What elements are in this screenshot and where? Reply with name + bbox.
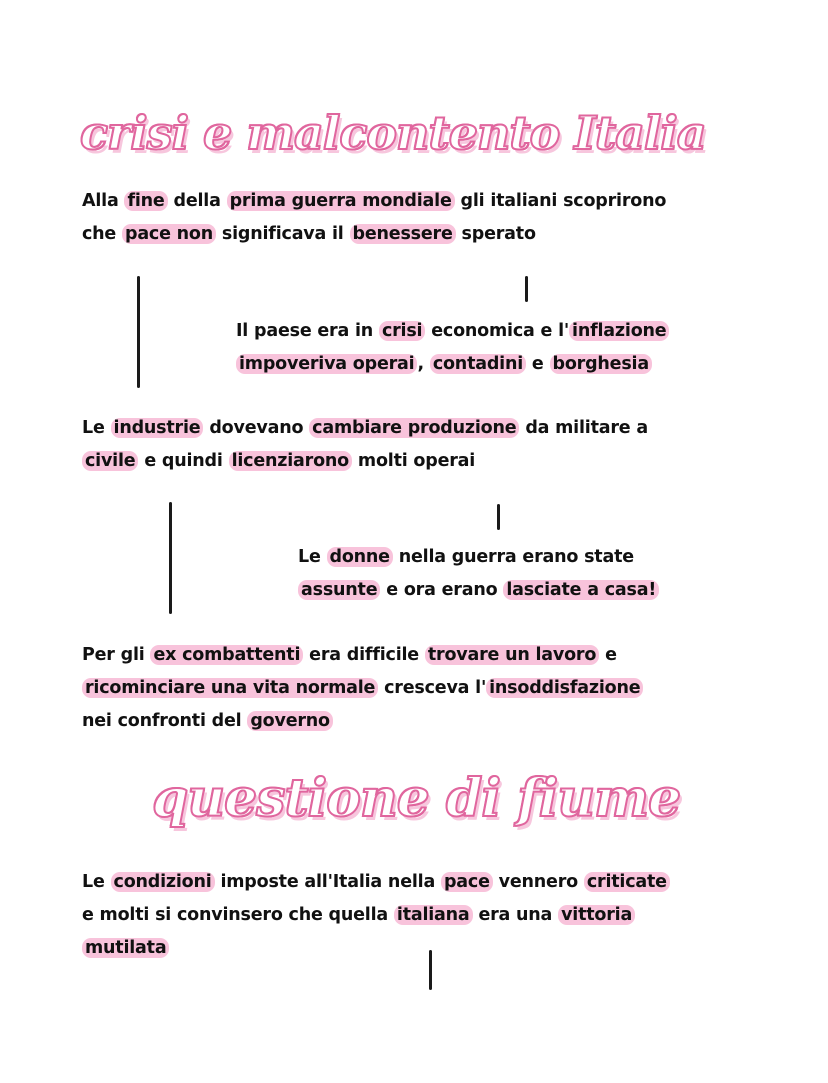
text-segment: da militare a	[519, 418, 648, 438]
text-segment: nei confronti del	[82, 711, 248, 731]
text-line	[82, 705, 643, 738]
highlighted-text: criticate	[584, 872, 670, 892]
paragraph-fine-guerra	[82, 185, 666, 251]
highlighted-text: prima guerra mondiale	[227, 191, 455, 211]
text-line	[82, 412, 648, 445]
text-segment: gli italiani scoprirono	[454, 191, 667, 211]
highlighted-text: vittoria	[558, 905, 635, 925]
connector-line	[429, 950, 432, 990]
highlighted-text: pace non	[122, 224, 216, 244]
text-line	[82, 218, 666, 251]
text-segment: molti operai	[352, 451, 476, 471]
text-segment: e	[599, 645, 617, 665]
text-segment: e ora erano	[380, 580, 504, 600]
text-segment: Le	[298, 547, 327, 567]
text-line	[82, 445, 648, 478]
text-segment: e	[526, 354, 550, 374]
paragraph-industrie	[82, 412, 648, 478]
text-segment: nella guerra erano state	[392, 547, 634, 567]
text-line	[82, 672, 643, 705]
text-segment: vennero	[492, 872, 584, 892]
highlighted-text: civile	[82, 451, 138, 471]
connector-line	[497, 504, 500, 530]
text-line	[298, 574, 659, 607]
text-segment: Le	[82, 418, 111, 438]
text-segment: significava il	[216, 224, 350, 244]
text-line	[82, 866, 670, 899]
text-segment: cresceva l'	[378, 678, 487, 698]
paragraph-donne	[298, 541, 659, 607]
highlighted-text: trovare un lavoro	[425, 645, 599, 665]
highlighted-text: borghesia	[550, 354, 652, 374]
highlighted-text: assunte	[298, 580, 380, 600]
text-line	[236, 315, 669, 348]
highlighted-text: governo	[247, 711, 333, 731]
paragraph-crisi-economica	[236, 315, 669, 381]
highlighted-text: contadini	[430, 354, 526, 374]
highlighted-text: industrie	[111, 418, 204, 438]
text-line	[236, 348, 669, 381]
highlighted-text: ricominciare una vita normale	[82, 678, 378, 698]
text-segment: Alla	[82, 191, 125, 211]
highlighted-text: benessere	[350, 224, 456, 244]
text-segment: dovevano	[203, 418, 310, 438]
highlighted-text: cambiare produzione	[309, 418, 519, 438]
connector-line	[525, 276, 528, 302]
text-segment: che	[82, 224, 122, 244]
connector-line	[169, 502, 172, 614]
text-segment: economica e l'	[425, 321, 570, 341]
text-segment: e molti si convinsero che quella	[82, 905, 394, 925]
paragraph-ex-combattenti	[82, 639, 643, 738]
text-segment: Per gli	[82, 645, 151, 665]
section-title-fiume: questione di fiume	[152, 768, 681, 829]
highlighted-text: crisi	[379, 321, 425, 341]
text-segment: sperato	[455, 224, 536, 244]
text-segment: Il paese era in	[236, 321, 379, 341]
text-segment: Le	[82, 872, 111, 892]
highlighted-text: licenziarono	[229, 451, 352, 471]
highlighted-text: fine	[124, 191, 167, 211]
text-segment: ,	[417, 354, 430, 374]
highlighted-text: impoveriva operai	[236, 354, 417, 374]
text-segment: era difficile	[303, 645, 425, 665]
highlighted-text: lasciate a casa!	[503, 580, 659, 600]
connector-line	[137, 276, 140, 388]
text-line	[298, 541, 659, 574]
highlighted-text: italiana	[394, 905, 473, 925]
section-title-crisi: crisi e malcontento Italia	[80, 106, 706, 160]
highlighted-text: condizioni	[111, 872, 215, 892]
paragraph-vittoria-mutilata	[82, 866, 670, 965]
text-line	[82, 639, 643, 672]
text-segment: era una	[472, 905, 559, 925]
highlighted-text: ex combattenti	[150, 645, 303, 665]
highlighted-text: insoddisfazione	[486, 678, 643, 698]
text-line	[82, 185, 666, 218]
text-segment: imposte all'Italia nella	[214, 872, 441, 892]
text-segment: e quindi	[138, 451, 229, 471]
highlighted-text: mutilata	[82, 938, 169, 958]
text-line	[82, 932, 670, 965]
highlighted-text: inflazione	[569, 321, 669, 341]
highlighted-text: pace	[441, 872, 493, 892]
highlighted-text: donne	[327, 547, 393, 567]
text-segment: della	[167, 191, 227, 211]
text-line	[82, 899, 670, 932]
